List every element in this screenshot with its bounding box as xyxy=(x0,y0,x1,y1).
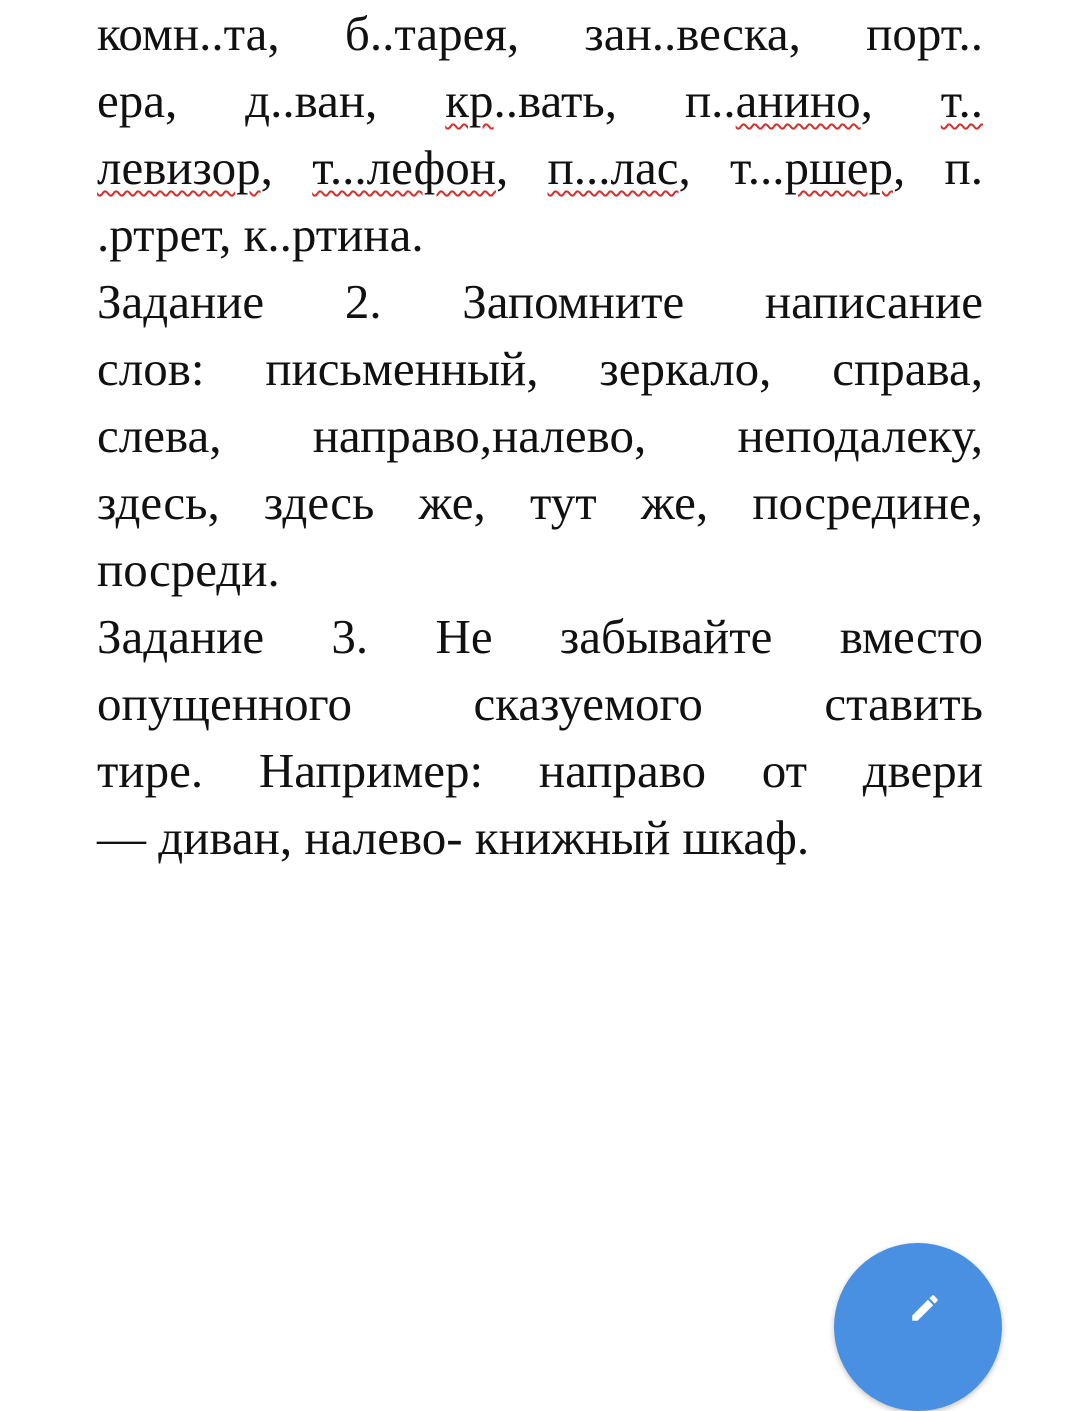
edit-button[interactable] xyxy=(834,1243,1002,1411)
pencil-icon xyxy=(908,1291,942,1325)
text-line-10: Задание 3. Не забывайте вместо xyxy=(97,609,983,664)
text-line-13: — диван, налево- книжный шкаф. xyxy=(97,810,810,865)
text-line-3: левизор, т...лефон, п...лас, т...ршер, п. xyxy=(97,140,983,195)
text-line-8: здесь, здесь же, тут же, посредине, xyxy=(97,475,983,530)
text-line-7: слева, направо,налево, неподалеку, xyxy=(97,408,983,463)
spellcheck-underline: т.. xyxy=(940,73,983,128)
spellcheck-underline: кр xyxy=(445,73,494,128)
text-line-11: опущенного сказуемого ставить xyxy=(97,676,983,731)
document-body xyxy=(97,0,983,871)
text-line-9: посреди. xyxy=(97,542,280,597)
spellcheck-underline: левизор xyxy=(97,140,261,195)
spellcheck-underline: ршер xyxy=(784,140,893,195)
spellcheck-underline: п...лас xyxy=(547,140,679,195)
text-line-5: Задание 2. Запомните написание xyxy=(97,274,983,329)
text-line-1: комн..та, б..тарея, зан..веска, порт.. xyxy=(97,6,983,61)
spellcheck-underline: т...лефон xyxy=(312,140,496,195)
text-line-2: ера, д..ван, кр..вать, п..анино, т.. xyxy=(97,73,983,128)
text-line-4: .ртрет, к..ртина. xyxy=(97,207,424,262)
text-line-6: слов: письменный, зеркало, справа, xyxy=(97,341,983,396)
text-line-12: тире. Например: направо от двери xyxy=(97,743,983,798)
spellcheck-underline: анино xyxy=(735,73,861,128)
